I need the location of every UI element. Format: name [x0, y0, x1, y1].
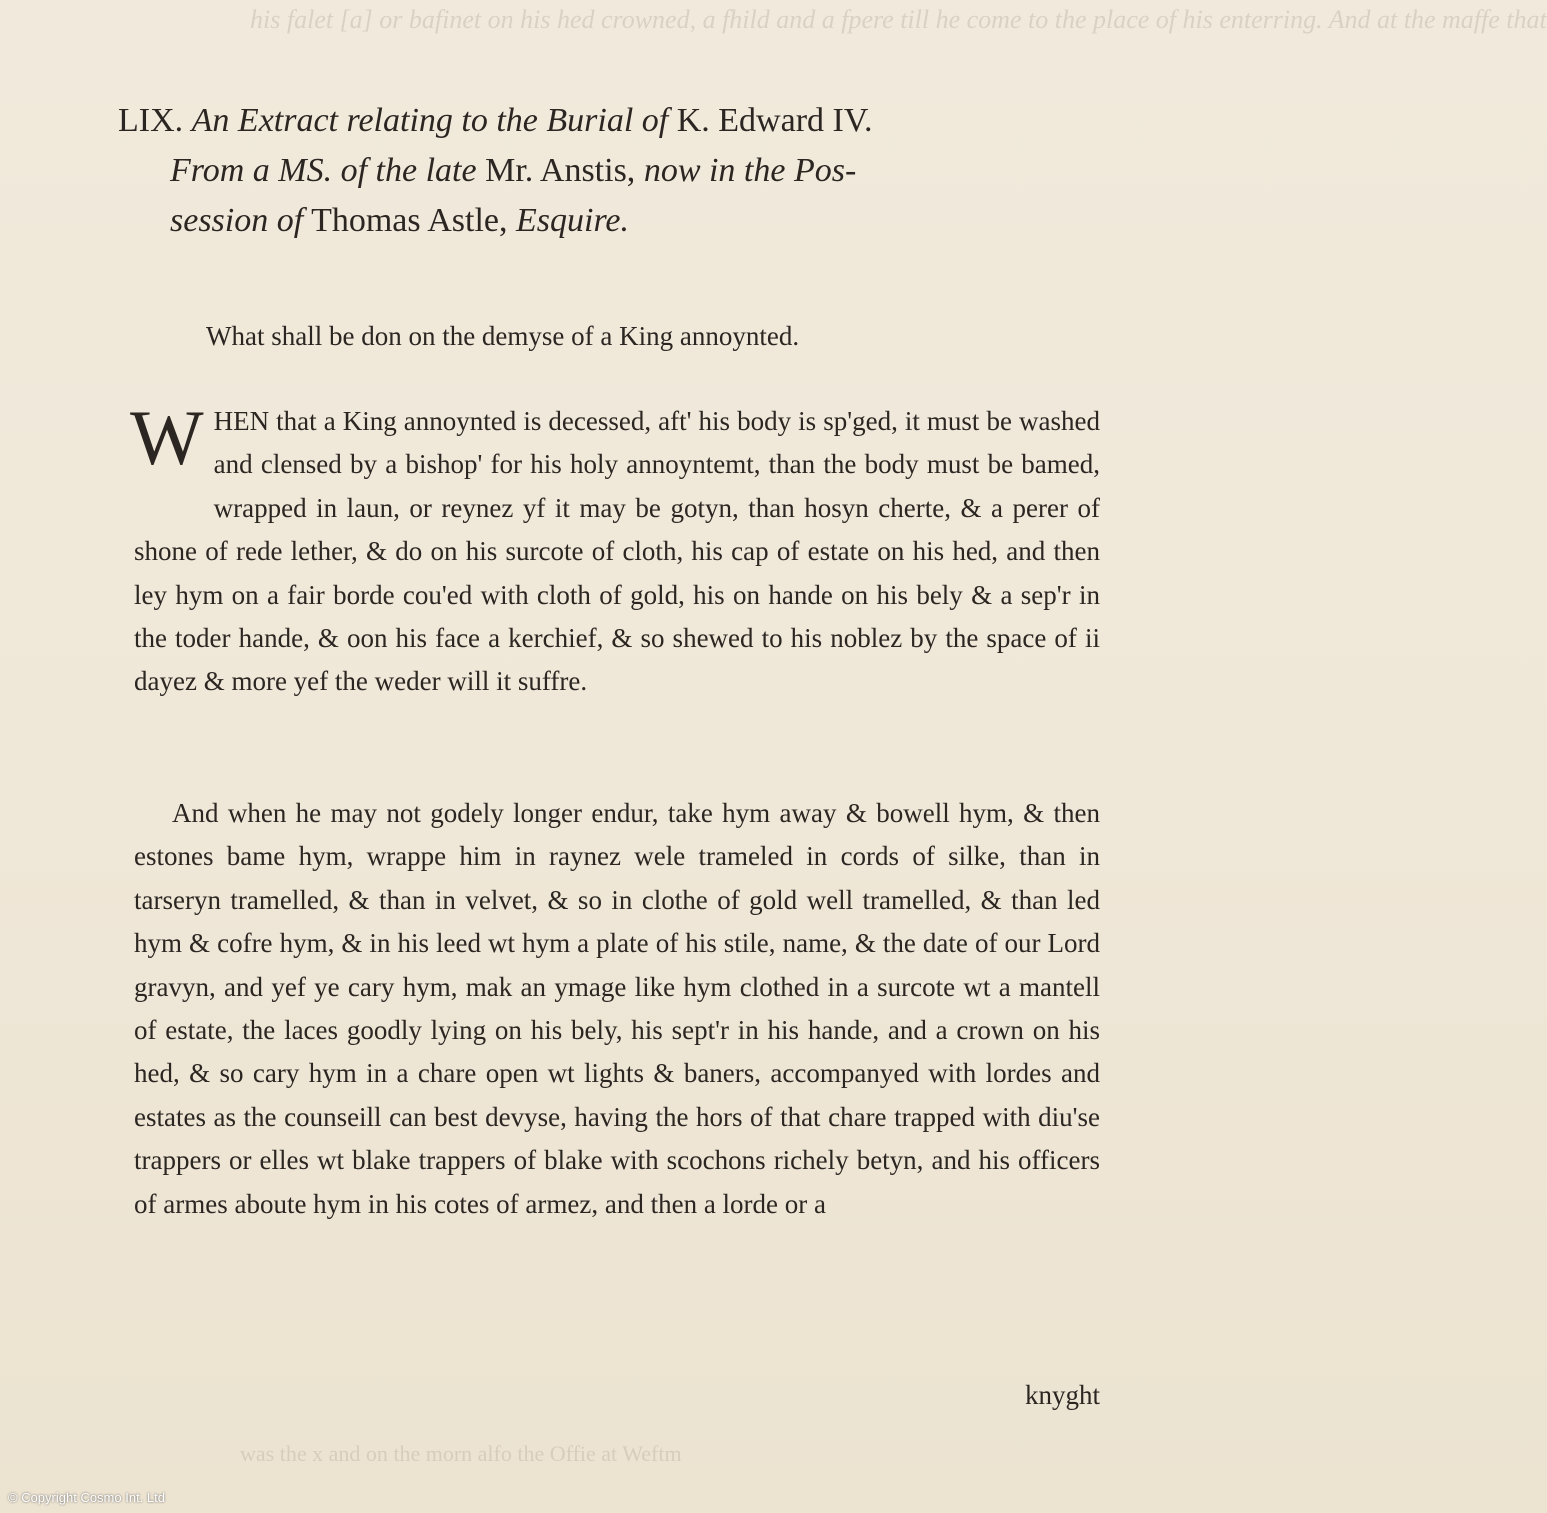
title-line-3	[118, 196, 1108, 246]
article-title	[118, 96, 1108, 246]
title-source-b: now in the Pos-	[643, 152, 857, 189]
title-line-2	[118, 146, 1108, 196]
bleed-through-text: his falet [a] or bafinet on his hed crowned, a fhild and a fpere till he come to the place of his enterring. And at the maffe that	[250, 5, 1547, 34]
paragraph-1	[130, 394, 1100, 704]
title-possession: session of	[170, 202, 304, 239]
catchword: knyght	[1024, 1380, 1100, 1410]
title-anstis: Mr. Anstis,	[485, 152, 636, 189]
title-esquire: Esquire.	[516, 202, 630, 239]
bleed-through-bottom: was the x and on the morn alfo the Offie at Weftm	[240, 1441, 682, 1466]
title-line-1	[118, 96, 1108, 146]
title-king: K. Edward IV.	[676, 102, 873, 139]
title-source-a: From a MS. of the late	[170, 152, 477, 189]
title-italic: An Extract relating to the Burial of	[191, 102, 669, 139]
title-number: LIX.	[118, 102, 184, 139]
section-subheading: What shall be don on the demyse of a King annoynted.	[206, 321, 800, 351]
paragraph-2: And when he may not godely longer endur, take hym away & bowell hym, & then estones bame hym, wrappe him in raynez wele trameled in cords of silke, than in tarseryn tramelled, & than in velvet, & so in clothe of gold well tramelled, & than led hym & cofre hym, & in his leed wt hym a plate of his stile, name, & the date of our Lord gravyn, and yef ye cary hym, mak an ymage like hym clothed in a surcote wt a mantell of estate, the laces goodly lying on his bely, his sept'r in his hande, and a crown on his hed, & so cary hym in a chare open wt lights & baners, accompanyed with lordes and estates as the counseill can best devyse, having the hors of that chare trapped with diu'se trappers or elles wt blake trappers of blake with scochons richely betyn, and his officers of armes aboute hym in his cotes of armez, and then a lorde or a	[134, 798, 1100, 1219]
drop-cap: W	[130, 394, 204, 481]
title-astle: Thomas Astle,	[311, 202, 508, 239]
paragraph-1-text: HEN that a King annoynted is decessed, aft' his body is sp'ged, it must be washed and clensed by a bishop' for his holy annoyntemt, than the body must be bamed, wrapped in laun, or reynez yf it may be gotyn, than hosyn cherte, & a perer of shone of rede lether, & do on his surcote of cloth, his cap of estate on his hed, and then ley hym on a fair borde cou'ed with cloth of gold, his on hande on his bely & a sep'r in the toder hande, & oon his face a kerchief, & so shewed to his noblez by the space of ii dayez & more yef the weder will it suffre.	[134, 406, 1100, 697]
copyright-watermark: © Copyright Cosmo Int. Ltd	[8, 1490, 165, 1505]
